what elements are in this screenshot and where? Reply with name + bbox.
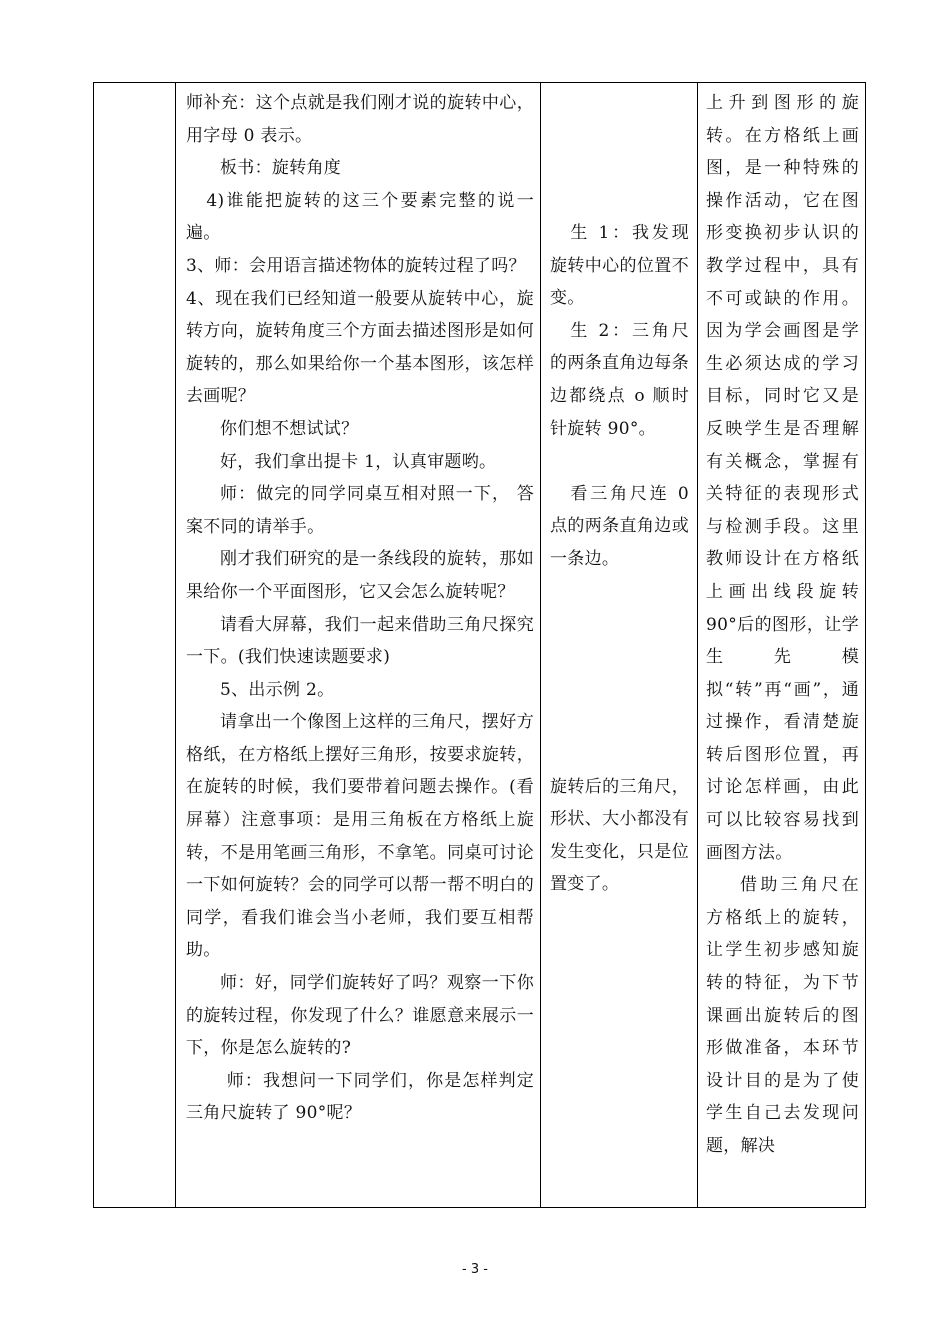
paragraph: 师：我想问一下同学们，你是怎样判定三角尺旋转了 90°呢？ xyxy=(186,1070,534,1124)
student-response: 旋转后的三角尺，形状、大小都没有发生变化，只是位置变了。 xyxy=(550,776,689,895)
paragraph: 你们想不想试试？ xyxy=(220,418,359,439)
paragraph: 请拿出一个像图上这样的三角尺，摆好方格纸，在方格纸上摆好三角形，按要求旋转，在旋转的时候，我们要带着问题去操作。(看屏幕）注意事项：是用三角板在方格纸上旋转，不是用笔画三角形，不拿笔。同桌可讨论一下如何旋转？会的同学可以帮一帮不明白的同学，看我们谁会当小老师，我们要互相帮助。 xyxy=(186,712,534,961)
teacher-activity-column xyxy=(176,83,541,1208)
paragraph: 师：好，同学们旋转好了吗？观察一下你的旋转过程，你发现了什么？谁愿意来展示一下，你是怎么旋转的? xyxy=(186,973,534,1059)
student-response: 生 2：三角尺的两条直角边每条边都绕点 o 顺时针旋转 90°。 xyxy=(550,320,689,439)
paragraph: 师补充：这个点就是我们刚才说的旋转中心，用字母 0 表示。 xyxy=(186,93,534,146)
student-response: 看三角尺连 0 点的两条直角边或一条边。 xyxy=(550,483,689,569)
paragraph: 好，我们拿出提卡 1，认真审题哟。 xyxy=(220,451,497,472)
paragraph: 板书：旋转角度 xyxy=(220,158,342,179)
paragraph: 3、师：会用语言描述物体的旋转过程了吗？ xyxy=(186,255,526,276)
paragraph: 刚才我们研究的是一条线段的旋转，那如果给你一个平面图形，它又会怎么旋转呢？ xyxy=(186,549,534,602)
design-intent-column xyxy=(698,83,866,1208)
paragraph: 4、现在我们已经知道一般要从旋转中心，旋转方向，旋转角度三个方面去描述图形是如何旋转的，那么如果给你一个基本图形，该怎样去画呢？ xyxy=(186,288,534,407)
paragraph: 4)谁能把旋转的这三个要素完整的说一遍。 xyxy=(186,190,534,244)
paragraph: 师：做完的同学同桌互相对照一下， 答案不同的请举手。 xyxy=(186,484,534,537)
stage-column xyxy=(94,83,176,1208)
paragraph: 请看大屏幕，我们一起来借助三角尺探究一下。(我们快速读题要求) xyxy=(186,614,534,668)
lesson-plan-table xyxy=(93,82,866,1208)
design-note: 借助三角尺在方格纸上的旋转，让学生初步感知旋转的特征，为下节课画出旋转后的图形做准备，本环节设计目的是为了使学生自己去发现问题，解决 xyxy=(706,875,859,1156)
paragraph: 5、出示例 2。 xyxy=(220,679,335,700)
design-note: 上升到图形的旋转。在方格纸上画图，是一种特殊的操作活动，它在图形变换初步认识的教学过程中，具有不可或缺的作用。因为学会画图是学生必须达成的学习目标，同时它又是反映学生是否理解有关概念，掌握有关特征的表现形式与检测手段。这里教师设计在方格纸上画出线段旋转 90°后的图形，让学生先模拟“转”再“画”，通过操作，看清楚旋转后图形位置，再讨论怎样画，由此可以比较容易找到画图方法。 xyxy=(706,93,859,863)
student-response: 生 1：我发现旋转中心的位置不变。 xyxy=(550,223,689,309)
page-number: - 3 - xyxy=(462,1262,488,1277)
student-activity-column xyxy=(541,83,698,1208)
